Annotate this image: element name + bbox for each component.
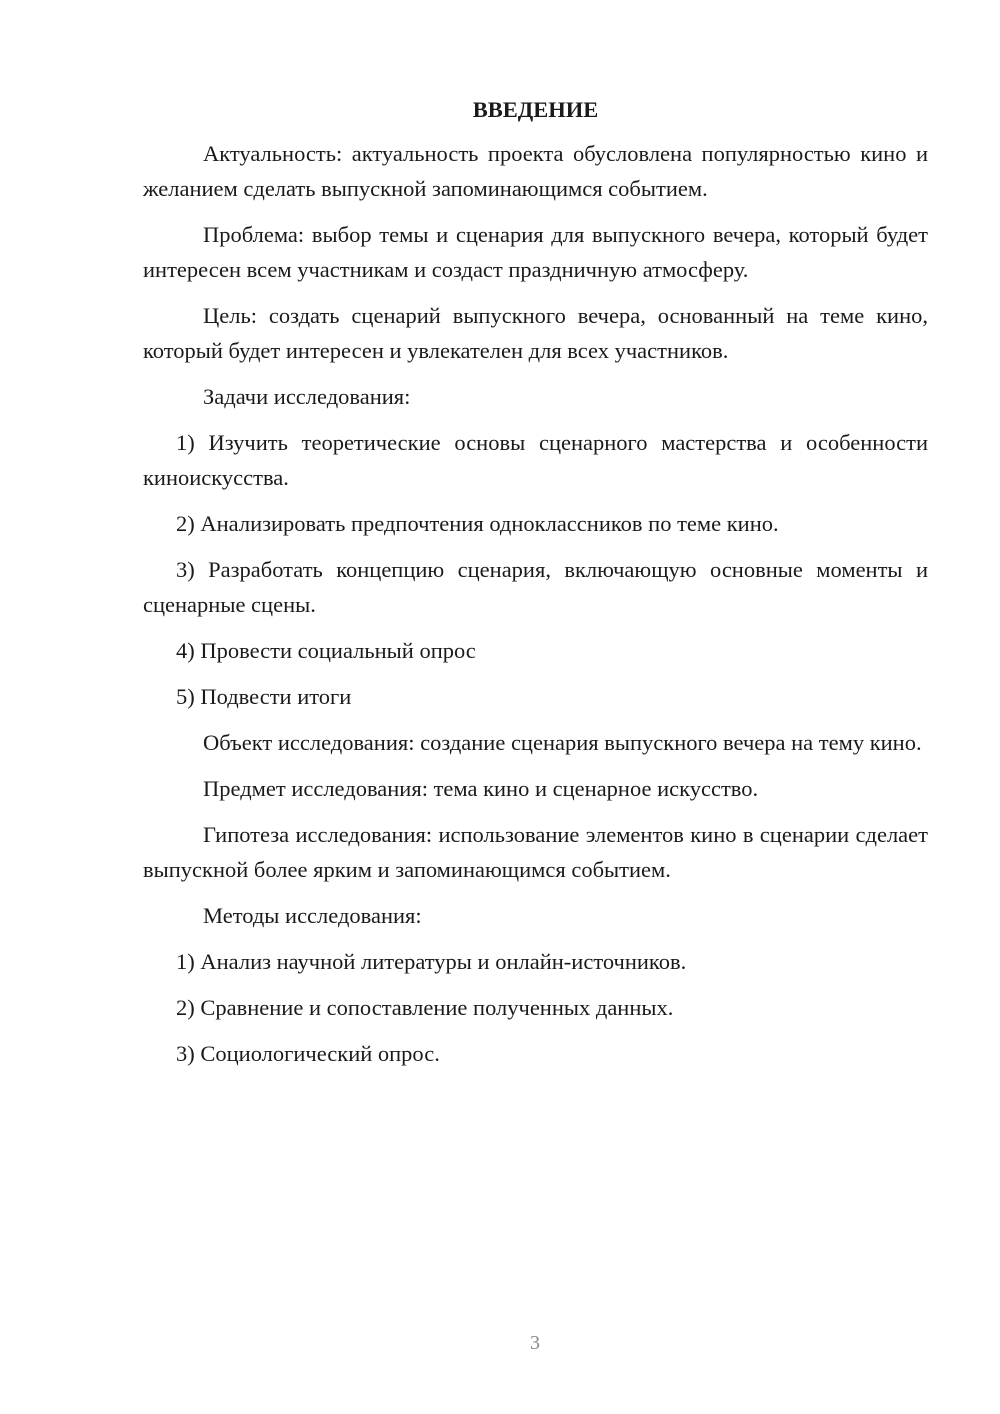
tasks-heading: Задачи исследования: — [203, 384, 411, 409]
goal-paragraph: Цель: создать сценарий выпускного вечера, основанный на теме кино, который будет интересен и увлекателен для всех участников. — [143, 303, 928, 363]
method-item: 2) Сравнение и сопоставление полученных данных. — [176, 995, 674, 1020]
page-number: 3 — [530, 1332, 540, 1354]
task-item: 5) Подвести итоги — [176, 684, 352, 709]
document-body — [143, 90, 928, 1082]
task-item: 4) Провести социальный опрос — [176, 638, 476, 663]
task-item: 2) Анализировать предпочтения одноклассников по теме кино. — [176, 511, 779, 536]
method-item: 3) Социологический опрос. — [176, 1041, 440, 1066]
task-item: 1) Изучить теоретические основы сценарного мастерства и особенности киноискусства. — [143, 430, 928, 490]
methods-heading: Методы исследования: — [203, 903, 422, 928]
task-item: 3) Разработать концепцию сценария, включающую основные моменты и сценарные сцены. — [143, 557, 928, 617]
subject-paragraph: Предмет исследования: тема кино и сценарное искусство. — [203, 776, 759, 801]
page-title: ВВЕДЕНИЕ — [472, 97, 599, 122]
hypothesis-paragraph: Гипотеза исследования: использование элементов кино в сценарии сделает выпускной более ярким и запоминающимся событием. — [143, 822, 928, 882]
object-paragraph: Объект исследования: создание сценария выпускного вечера на тему кино. — [203, 730, 922, 755]
method-item: 1) Анализ научной литературы и онлайн-источников. — [176, 949, 687, 974]
problem-paragraph: Проблема: выбор темы и сценария для выпускного вечера, который будет интересен всем участникам и создаст праздничную атмосферу. — [143, 222, 928, 282]
relevance-paragraph: Актуальность: актуальность проекта обусловлена популярностью кино и желанием сделать выпускной запоминающимся событием. — [143, 141, 928, 201]
